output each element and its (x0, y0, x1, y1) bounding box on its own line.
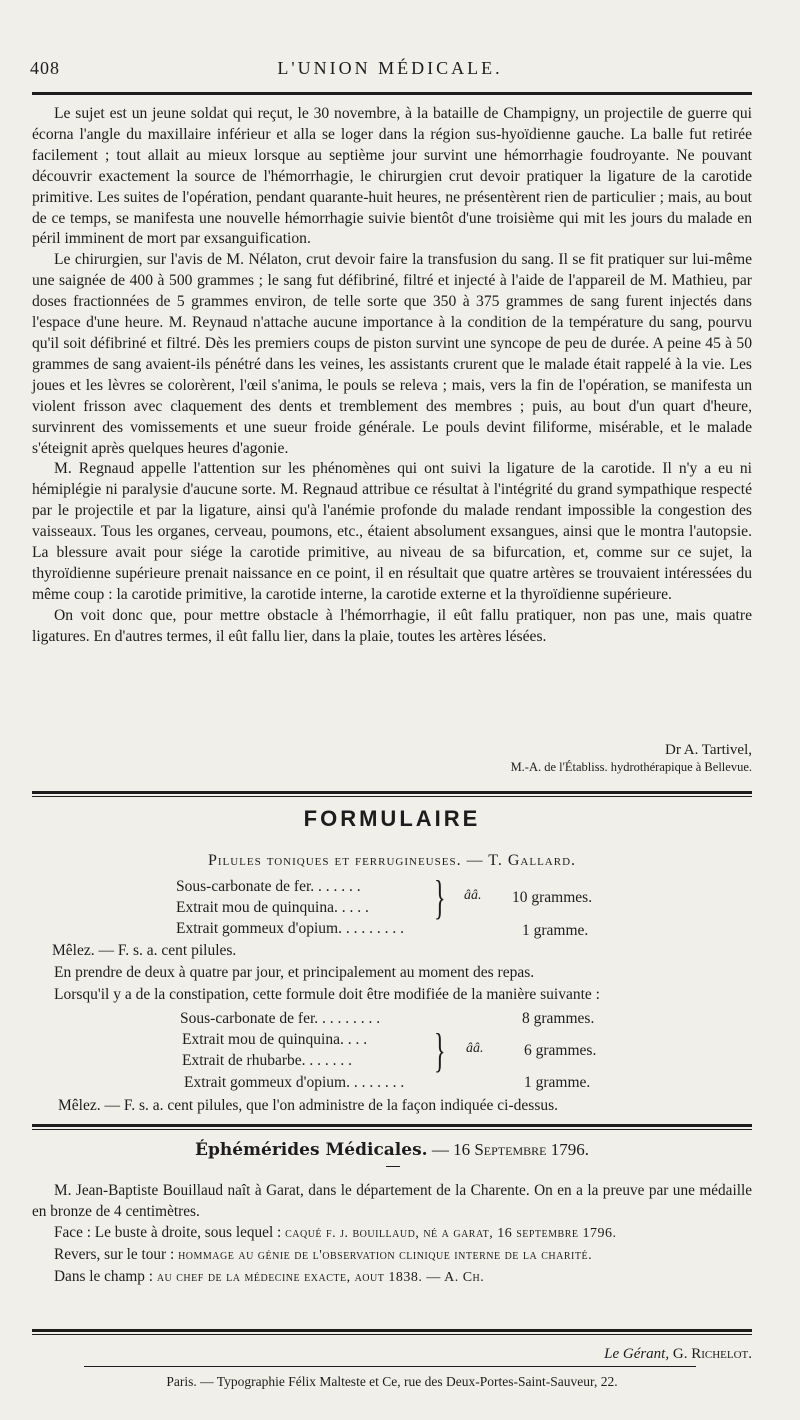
ephemerides-paragraph: M. Jean-Baptiste Bouillaud naît à Garat, dans le département de la Charente. On en a la preuve par une médaille en bronze de 4 centimètres. (32, 1182, 752, 1220)
inscription-text: au chef de la médecine exacte, aout 1838. — A. Ch. (156, 1270, 485, 1285)
inscription-text: caqué f. j. bouillaud, né a garat, 16 septembre 1796. (285, 1226, 617, 1241)
article-paragraph: M. Regnaud appelle l'attention sur les phénomènes qui ont suivi la ligature de la carotide. Il n'y a eu ni hémiplégie ni paralysie d'aucune sorte. M. Regnaud attribue ce résultat à l'intégrité du grand sympathique respecté par le projectile et par la ligature, ainsi qu'à l'anémie profonde du malade rendant impossible la congestion des vaisseaux. Tous les organes, cerveau, poumons, etc., étaient absolument exsangues, ainsi que le montra l'autopsie. La blessure avait pour siége la carotide primitive, au niveau de sa bifurcation, et, comme sur ce sujet, la thyroïdienne supérieure prenait naissance en ce point, il en résultait que quatre artères se trouvaient intéressées du même coup : la carotide primitive, la carotide interne, la carotide externe et la thyroïdienne supérieure. (32, 460, 752, 603)
section-rule (32, 791, 752, 794)
article-paragraph: Le sujet est un jeune soldat qui reçut, le 30 novembre, à la bataille de Champigny, un projectile de guerre qui écorna l'angle du maxillaire inférieur et alla se loger dans la région sus-hyoïdienne gauche. La balle fut retirée facilement ; tout allait au mieux lorsque au septième jour survint une hémorrhagie foudroyante. Ne pouvant découvrir exactement la source de l'hémorrhagie, le chirurgien crut devoir pratiquer la ligature de la carotide primitive. Les suites de l'opération, pendant quarante-huit heures, ne présentèrent rien de particulier ; mais, au bout de ce temps, se manifesta une nouvelle hémorrhagie suivie bientôt d'une troisième qui mit les jours du malade en péril imminent de mort par exsanguification. (32, 105, 752, 248)
printer-line: Paris. — Typographie Félix Malteste et Ce, rue des Deux-Portes-Saint-Sauveur, 22. (166, 1374, 618, 1389)
article-paragraph: Le chirurgien, sur l'avis de M. Nélaton, crut devoir faire la transfusion du sang. Il se fit pratiquer sur lui-même une saignée de 400 à 500 grammes ; le sang fut défibriné, filtré et injecté à l'aide de l'appareil de M. Mathieu, par doses fractionnées de 5 grammes environ, de telle sorte que 350 à 375 grammes de sang furent injectés dans l'espace d'une heure. M. Reynaud n'attache aucune importance à la condition de la température du sang, pourvu qu'il soit défibriné et filtré. Dès les premiers coups de piston survint une syncope de peu de durée. A peine 45 à 50 grammes de sang avaient-ils pénétré dans les veines, les assistants crurent que le malade était rappelé à la vie. Les joues et les lèvres se colorèrent, l'œil s'anima, le pouls se releva ; mais, vers la fin de l'opération, se manifesta un violent frisson avec claquement des dents et tremblement des membres ; puis, au bout d'un quart d'heure, survinrent des vomissements et une sueur froide générale. Le pouls devint filiforme, misérable, et le malade s'éteignit après quelques heures d'agonie. (32, 251, 752, 457)
header-rule (32, 92, 752, 95)
ingredient: Extrait mou de quinquina. . . . (182, 1031, 368, 1048)
page-header (30, 58, 750, 84)
quantity: 6 grammes. (524, 1042, 597, 1059)
ephemerides-text: Dans le champ : (54, 1268, 157, 1285)
recipe-title: Pilules toniques et ferrugineuses. — T. Gallard. (207, 852, 577, 869)
ephemerides-paragraph (32, 1266, 752, 1288)
quantity: 10 grammes. (512, 889, 593, 906)
gerant-name: G. Richelot. (672, 1346, 752, 1362)
instruction-line: En prendre de deux à quatre par jour, et principalement au moment des repas. (54, 964, 535, 981)
ephemerides-date: — 16 Septembre 1796. (431, 1140, 589, 1159)
author-name: Dr A. Tartivel, (665, 742, 752, 758)
section-rule-thin (32, 796, 752, 797)
article-paragraph: On voit donc que, pour mettre obstacle à l'hémorrhagie, il eût fallu pratiquer, non pas une, mais quatre ligatures. En d'autres termes, il eût fallu lier, dans la plaie, toutes les artères lésées. (32, 606, 752, 645)
footer-rule (32, 1329, 752, 1332)
ingredient: Extrait gommeux d'opium. . . . . . . . . (176, 920, 404, 937)
ephemerides-heading: Éphémérides Médicales. (195, 1140, 428, 1160)
inscription-text: hommage au génie de l'observation clinique interne de la charité. (178, 1248, 593, 1263)
instruction-line: Lorsqu'il y a de la constipation, cette formule doit être modifiée de la manière suivante : (54, 986, 600, 1003)
ephemerides-paragraph (32, 1244, 752, 1266)
quantity: 8 grammes. (522, 1010, 595, 1027)
ingredient: Extrait gommeux d'opium. . . . . . . . (184, 1074, 405, 1091)
ephemerides-body (32, 1180, 752, 1288)
formulaire-title: FORMULAIRE (303, 806, 481, 831)
brace: } (434, 871, 446, 924)
instruction-line: Mêlez. — F. s. a. cent pilules. (52, 942, 237, 959)
footer-rule-thin (32, 1334, 752, 1335)
ingredient: Sous-carbonate de fer. . . . . . . . . (180, 1010, 381, 1027)
ephemerides-text: Revers, sur le tour : (54, 1246, 179, 1263)
gerant-label: Le Gérant, (604, 1346, 670, 1362)
instruction-line: Mêlez. — F. s. a. cent pilules, que l'on administre de la façon indiquée ci-dessus. (58, 1097, 559, 1114)
ephemerides-text: Face : Le buste à droite, sous lequel : (54, 1224, 286, 1241)
ephemerides-paragraph (32, 1222, 752, 1244)
separator-dash (386, 1166, 400, 1167)
ana-mark: ââ. (466, 1041, 484, 1056)
article-signature (32, 742, 752, 775)
printer-rule (84, 1366, 696, 1367)
ingredient: Sous-carbonate de fer. . . . . . . (176, 878, 361, 895)
ingredient: Extrait mou de quinquina. . . . . (176, 899, 369, 916)
journal-title: L'UNION MÉDICALE. (277, 58, 503, 78)
author-affiliation: M.-A. de l'Établiss. hydrothérapique à Bellevue. (510, 760, 752, 774)
brace: } (434, 1024, 446, 1077)
section-rule (32, 1124, 752, 1127)
ana-mark: ââ. (464, 888, 482, 903)
gerant-signature (604, 1346, 752, 1363)
page-number: 408 (30, 58, 60, 78)
quantity: 1 gramme. (522, 922, 589, 939)
section-rule-thin (32, 1129, 752, 1130)
ephemerides-title (32, 1140, 752, 1160)
quantity: 1 gramme. (524, 1074, 591, 1091)
article-body (32, 104, 752, 648)
ingredient: Extrait de rhubarbe. . . . . . . (182, 1052, 353, 1069)
